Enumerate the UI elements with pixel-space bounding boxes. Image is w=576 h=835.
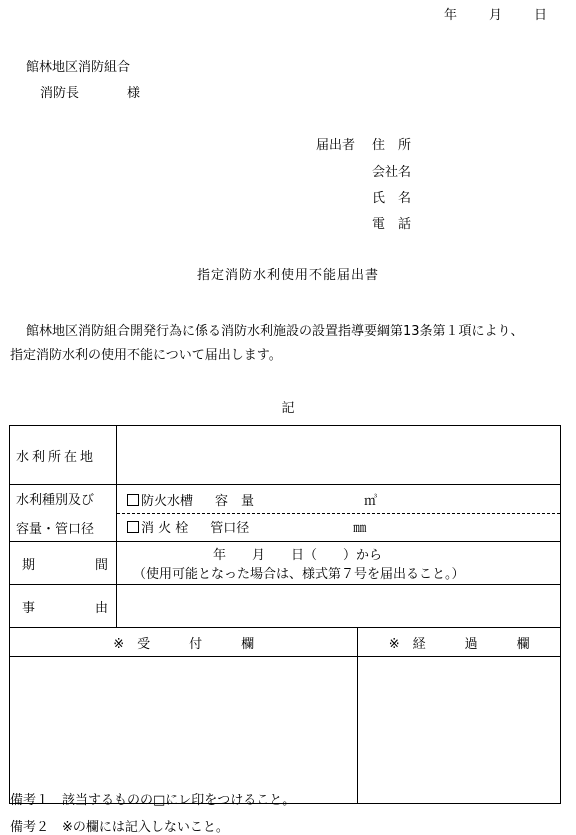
body-line-2: 指定消防水利の使用不能について届出します。 bbox=[10, 348, 282, 363]
period-label-2: 間 bbox=[94, 557, 108, 573]
period-note: （使用可能となった場合は、様式第７号を届出ること。） bbox=[133, 567, 465, 582]
progress-cell bbox=[358, 657, 561, 804]
reception-cell bbox=[10, 657, 358, 804]
location-label-cell bbox=[10, 426, 117, 485]
addressee-honorific: 様 bbox=[127, 86, 141, 101]
period-label-cell bbox=[10, 542, 117, 585]
addressee-title: 消防長 bbox=[40, 86, 80, 101]
address-label: 住 所 bbox=[372, 138, 412, 153]
kind-label-cell bbox=[10, 485, 117, 542]
checkbox-hydrant[interactable] bbox=[127, 521, 139, 533]
note-1: 備考１ 該当するものの□にレ印をつけること。 bbox=[10, 793, 296, 808]
reason-input-cell[interactable] bbox=[117, 585, 561, 628]
period-date-line: 年 月 日（ ）から bbox=[213, 548, 383, 563]
submitter-address-row bbox=[316, 134, 418, 153]
submitter-name-row bbox=[316, 187, 418, 206]
capacity-unit: ㎥ bbox=[364, 494, 378, 509]
name-label: 氏 名 bbox=[372, 191, 412, 206]
period-cell[interactable] bbox=[117, 542, 561, 585]
submitter-phone-row bbox=[316, 213, 418, 232]
notification-form-table bbox=[9, 425, 561, 804]
location-input-cell[interactable] bbox=[117, 426, 561, 485]
hydrant-label: 消 火 栓 bbox=[141, 521, 189, 536]
reason-label-1: 事 bbox=[22, 600, 36, 616]
pipe-diameter-unit: ㎜ bbox=[353, 521, 367, 536]
addressee-org: 館林地区消防組合 bbox=[26, 60, 131, 75]
kind-options-cell bbox=[117, 485, 561, 542]
kind-label-line-2: 容量・管口径 bbox=[16, 522, 95, 537]
note-2: 備考２ ※の欄には記入しないこと。 bbox=[10, 820, 229, 835]
document-title: 指定消防水利使用不能届出書 bbox=[196, 268, 379, 283]
pipe-diameter-label: 管口径 bbox=[210, 521, 250, 536]
submitter-label: 届出者 bbox=[316, 138, 356, 153]
company-label: 会社名 bbox=[372, 165, 412, 180]
reason-label-2: 由 bbox=[94, 600, 108, 616]
dashed-divider bbox=[117, 513, 560, 514]
addressee-line bbox=[40, 82, 140, 101]
kind-label-line-1: 水利種別及び bbox=[16, 493, 95, 508]
date-line bbox=[444, 4, 547, 23]
reception-header: ※ 受 付 欄 bbox=[10, 628, 358, 657]
option-fire-tank[interactable] bbox=[127, 490, 377, 509]
day-label: 日 bbox=[534, 8, 548, 23]
submitter-company-row bbox=[316, 161, 418, 180]
ki-heading: 記 bbox=[281, 401, 295, 416]
body-line-1: 館林地区消防組合開発行為に係る消防水利施設の設置指導要綱第13条第１項により、 bbox=[26, 324, 524, 339]
progress-header: ※ 経 過 欄 bbox=[358, 628, 561, 657]
year-label: 年 bbox=[444, 8, 458, 23]
checkbox-fire-tank[interactable] bbox=[127, 494, 139, 506]
period-label-1: 期 bbox=[22, 557, 36, 573]
capacity-label: 容 量 bbox=[215, 494, 255, 509]
reason-label-cell bbox=[10, 585, 117, 628]
option-hydrant[interactable] bbox=[127, 517, 366, 536]
location-label: 水利所在地 bbox=[16, 449, 97, 465]
month-label: 月 bbox=[489, 8, 503, 23]
phone-label: 電 話 bbox=[372, 217, 412, 232]
fire-tank-label: 防火水槽 bbox=[141, 494, 194, 509]
